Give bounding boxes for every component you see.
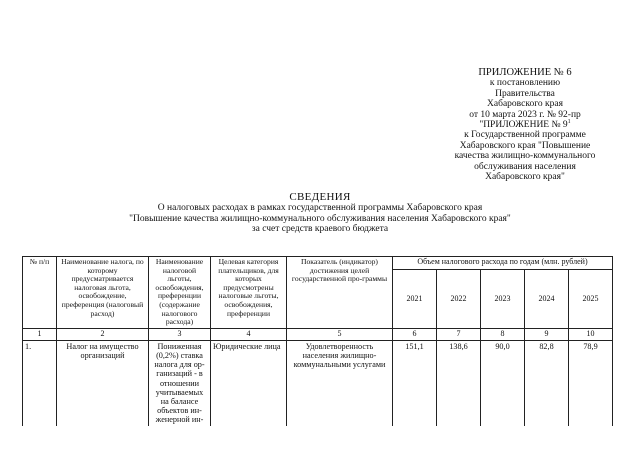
- appendix-line: от 10 марта 2023 г. № 92-пр: [469, 109, 581, 120]
- header-tax-name: Наименование налога, по которому предусматривается налоговая льгота, освобождение, преференция (налоговый расход): [57, 257, 149, 329]
- column-number: 10: [569, 328, 613, 340]
- column-number: 2: [57, 328, 149, 340]
- header-year: 2022: [437, 270, 481, 329]
- row-target-category: Юридические лица: [211, 340, 287, 425]
- heading-title: СВЕДЕНИЯ: [289, 191, 351, 203]
- column-number: 4: [211, 328, 287, 340]
- column-number: 5: [287, 328, 393, 340]
- appendix-line: к постановлению: [489, 78, 561, 89]
- appendix-line: [440, 120, 610, 130]
- appendix-title: ПРИЛОЖЕНИЕ № 6: [478, 67, 572, 78]
- column-number: 7: [437, 328, 481, 340]
- row-value-2025: 78,9: [569, 340, 613, 425]
- header-benefit-name: Наименование налоговой льготы, освобождения, преференции (содержание налогового расхода): [149, 257, 211, 329]
- header-year: 2023: [481, 270, 525, 329]
- column-number: 8: [481, 328, 525, 340]
- appendix-superscript: 1: [567, 118, 571, 125]
- row-value-2021: 151,1: [393, 340, 437, 425]
- table-header-row: [23, 257, 613, 270]
- header-year: 2021: [393, 270, 437, 329]
- row-indicator: Удовлетворенность населения жилищно-коммунальными услугами: [287, 340, 393, 425]
- heading-line: О налоговых расходах в рамках государственной программы Хабаровского края: [157, 203, 483, 214]
- row-value-2023: 90,0: [481, 340, 525, 425]
- header-volume-group: Объем налогового расхода по годам (млн. рублей): [393, 257, 613, 270]
- appendix-line: Хабаровского края: [487, 99, 563, 110]
- column-number: 9: [525, 328, 569, 340]
- column-number: 3: [149, 328, 211, 340]
- header-indicator: Показатель (индикатор) достижения целей государственной про-граммы: [287, 257, 393, 329]
- appendix-line: Хабаровского края "Повышение: [459, 140, 591, 151]
- row-tax-name: Налог на имущество организаций: [57, 340, 149, 425]
- header-num: № п/п: [23, 257, 57, 329]
- row-num: 1.: [23, 340, 57, 425]
- header-year: 2025: [569, 270, 613, 329]
- row-value-2022: 138,6: [437, 340, 481, 425]
- appendix-line: к Государственной программе: [464, 130, 586, 141]
- heading-line: за счет средств краевого бюджета: [251, 224, 389, 235]
- column-number-row: [23, 328, 613, 340]
- appendix-line: Правительства: [495, 88, 555, 99]
- row-benefit-name: Пониженная (0,2%) ставка налога для ор-ганизаций - в отношении учитываемых на балансе объектов ин-женерной ин-: [149, 340, 211, 425]
- header-target-category: Целевая категория плательщиков, для которых предусмотрены налоговые льготы, освобождения, преференции: [211, 257, 287, 329]
- heading-line: "Повышение качества жилищно-коммунального обслуживания населения Хабаровского края": [129, 213, 511, 224]
- appendix-line: Хабаровского края": [485, 172, 565, 183]
- column-number: 1: [23, 328, 57, 340]
- appendix-block: [440, 68, 610, 182]
- appendix-line: качества жилищно-коммунального: [454, 151, 596, 162]
- tax-expenditure-table: [22, 256, 613, 426]
- header-year: 2024: [525, 270, 569, 329]
- table-row: [23, 340, 613, 425]
- row-value-2024: 82,8: [525, 340, 569, 425]
- appendix-nested-title: "ПРИЛОЖЕНИЕ № 9: [479, 120, 568, 131]
- appendix-line: обслуживания населения: [474, 161, 576, 172]
- column-number: 6: [393, 328, 437, 340]
- document-heading: [60, 192, 580, 235]
